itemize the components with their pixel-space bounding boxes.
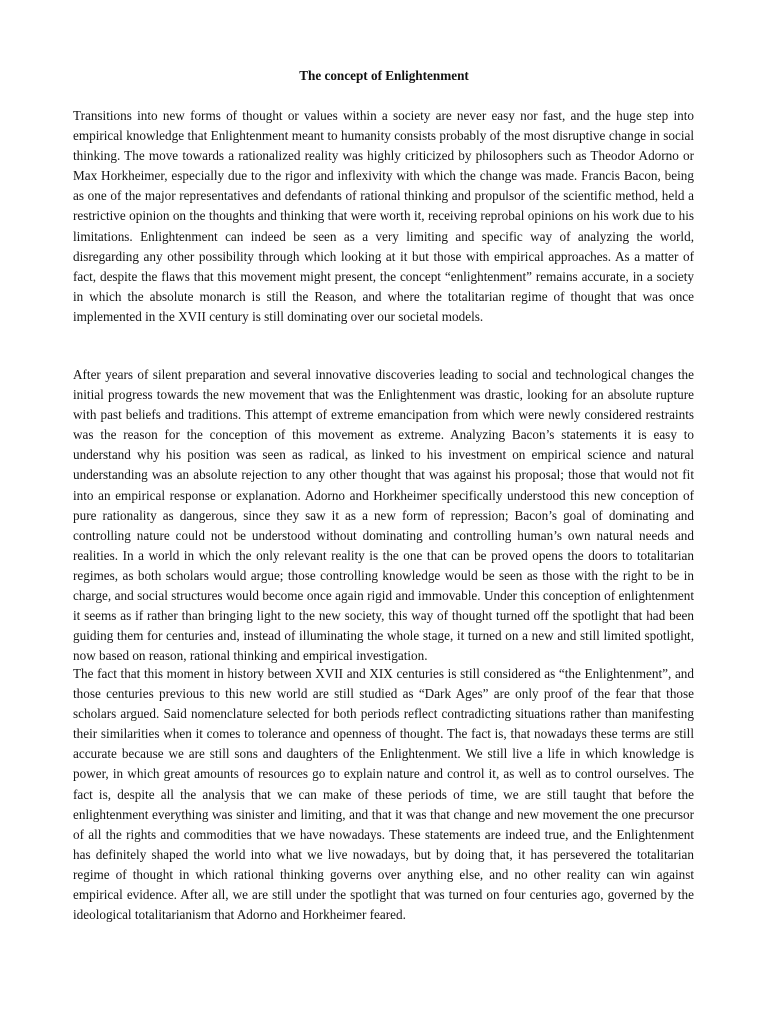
document-title: The concept of Enlightenment [299,68,469,83]
body-paragraph-3: The fact that this moment in history between XVII and XIX centuries is still considered as “the Enlightenment”, and those centuries previous to this new world are still studied as “Dark Ages” are only proof of the fear that those scholars argued. Said nomenclature selected for both periods reflect contradicting situations rather than manifesting their similarities when it comes to tolerance and openness of thought. The fact is, that nowadays these terms are still accurate because we are still sons and daughters of the Enlightenment. We still live a life in which knowledge is power, in which great amounts of resources go to explain nature and control it, as well as to control ourselves. The fact is, despite all the analysis that we can make of these periods of time, we are still taught that before the enlightenment everything was sinister and limiting, and that it was that change and new movement the one precursor of all the rights and commodities that we have nowadays. These statements are indeed true, and the Enlightenment has definitely shaped the world into what we live nowadays, but by doing that, it has persevered the totalitarian regime of thought in which rational thinking governs over anything else, and no other reality can win against empirical evidence. After all, we are still under the spotlight that was turned on four centuries ago, governed by the ideological totalitarianism that Adorno and Horkheimer feared. [73,666,694,923]
body-paragraph-1: Transitions into new forms of thought or values within a society are never easy nor fast, and the huge step into empirical knowledge that Enlightenment meant to humanity consists probably of the most disruptive change in social thinking. The move towards a rationalized reality was highly criticized by philosophers such as Theodor Adorno or Max Horkheimer, especially due to the rigor and inflexivity with which the change was made. Francis Bacon, being as one of the major representatives and defendants of rational thinking and propulsor of the scientific method, held a restrictive opinion on the thoughts and thinking that were worth it, receiving reprobal opinions on his work due to his limitations. Enlightenment can indeed be seen as a very limiting and specific way of analyzing the world, disregarding any other possibility through which looking at it but those with empirical approaches. As a matter of fact, despite the flaws that this movement might present, the concept “enlightenment” remains accurate, in a society in which the absolute monarch is still the Reason, and where the totalitarian regime of thought that was once implemented in the XVII century is still dominating over our societal models. [73,108,694,324]
body-paragraph-2: After years of silent preparation and several innovative discoveries leading to social and technological changes the initial progress towards the new movement that was the Enlightenment was drastic, looking for an absolute rupture with past beliefs and traditions. This attempt of extreme emancipation from which were newly considered restraints was the reason for the conception of this movement as extreme. Analyzing Bacon’s statements it is easy to understand why his position was seen as radical, as linked to his investment on empirical science and natural understanding was an absolute rejection to any other thought that was against his proposal; those that would not fit into an empirical response or explanation. Adorno and Horkheimer specifically understood this new conception of pure rationality as dangerous, since they saw it as a new form of repression; Bacon’s goal of dominating and controlling nature could not be understood without dominating and controlling human’s own natural needs and realities. In a world in which the only relevant reality is the one that can be proved opens the doors to totalitarian regimes, as both scholars would argue; those controlling knowledge would be seen as those with the right to be in charge, and social structures would become once again rigid and immovable. Under this conception of enlightenment it seems as if rather than bringing light to the new society, this way of thought turned off the spotlight that had been guiding them for centuries and, instead of illuminating the whole stage, it turned on a new and still limited spotlight, now based on reason, rational thinking and empirical investigation. [73,367,694,664]
